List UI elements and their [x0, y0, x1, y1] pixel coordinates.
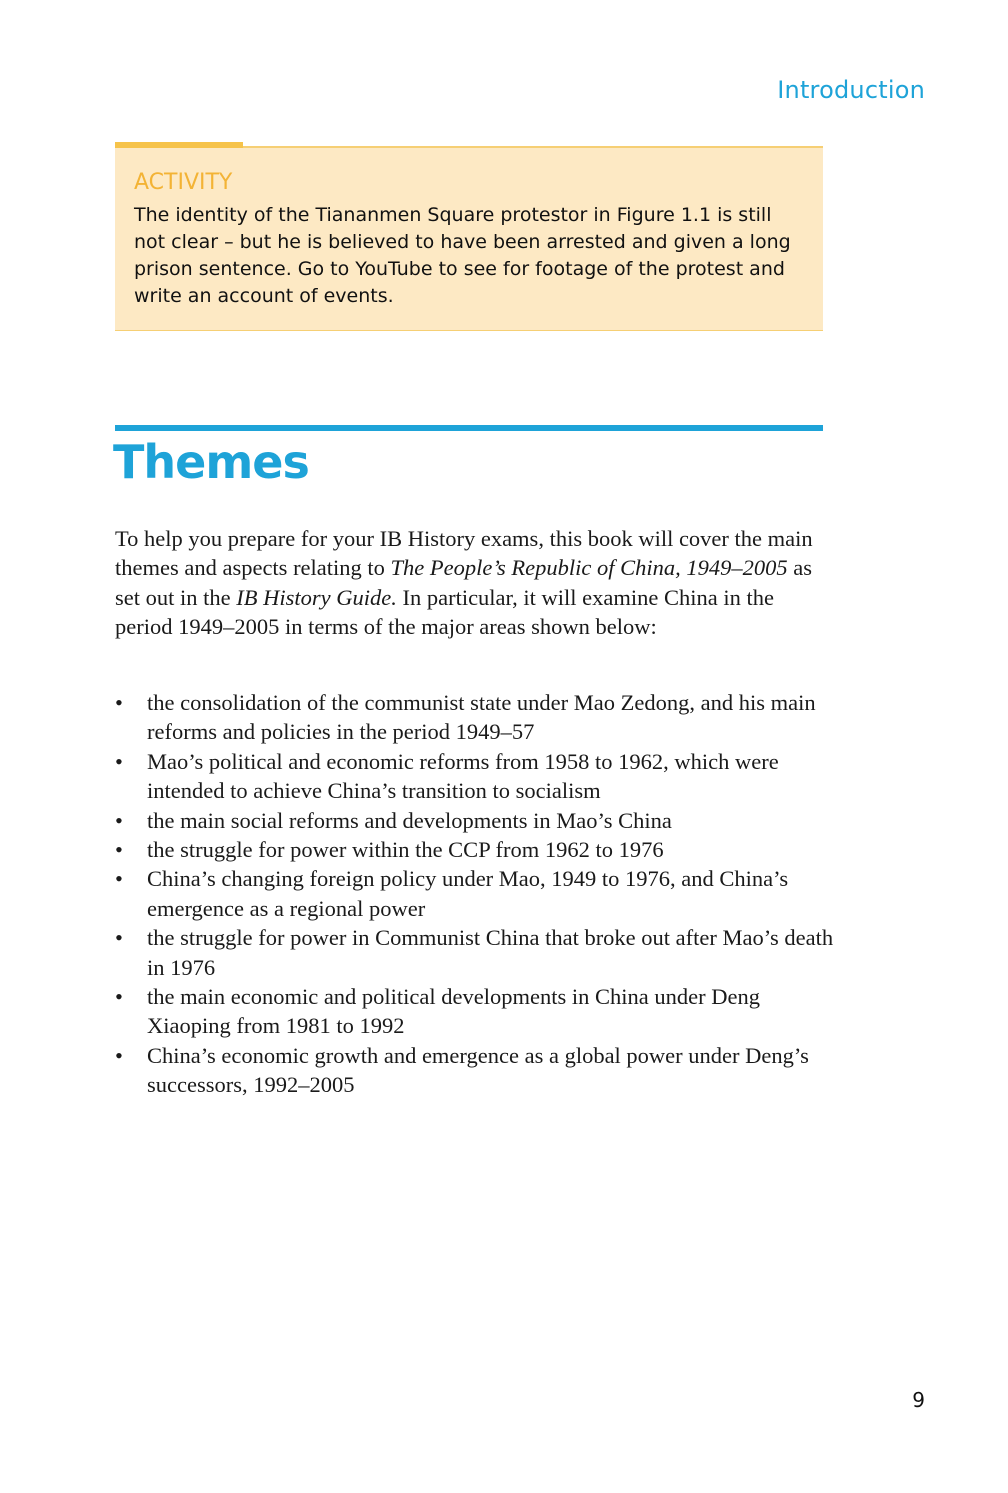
list-item-text: the consolidation of the communist state under Mao Zedong, and his main reforms and policies in the period 1949–57 — [147, 690, 816, 745]
activity-box — [115, 146, 823, 331]
section-title: Themes — [113, 435, 309, 489]
bullet: • — [115, 690, 123, 715]
intro-text-2: as set out in the — [115, 555, 812, 610]
bullet: • — [115, 984, 123, 1010]
list-item — [115, 747, 835, 806]
page-number: 9 — [912, 1388, 925, 1412]
list-item — [115, 1041, 835, 1100]
themes-list — [115, 688, 835, 1100]
bullet: • — [115, 866, 123, 892]
activity-heading: ACTIVITY — [134, 170, 233, 195]
running-head: Introduction — [777, 76, 925, 104]
intro-paragraph — [115, 524, 825, 642]
list-item — [115, 835, 835, 864]
list-item — [115, 688, 835, 747]
guide-title: IB History Guide. — [236, 584, 397, 610]
list-item-text: the main economic and political developments in China under Deng Xiaoping from 1981 to 1992 — [147, 984, 760, 1039]
list-item — [115, 864, 835, 923]
list-item-text: China’s changing foreign policy under Mao, 1949 to 1976, and China’s emergence as a regional power — [147, 866, 789, 921]
list-item-text: the struggle for power in Communist China that broke out after Mao’s death in 1976 — [147, 925, 834, 980]
list-item — [115, 806, 835, 835]
bullet: • — [115, 925, 123, 951]
list-item — [115, 923, 835, 982]
activity-text: The identity of the Tiananmen Square protestor in Figure 1.1 is still not clear – but he is believed to have been arrested and given a long prison sentence. Go to YouTube to see for footage of the protest and write an account of events. — [134, 204, 791, 307]
intro-text-3: In particular, it will examine China in the period 1949–2005 in terms of the major areas shown below: — [115, 584, 774, 640]
list-item — [115, 982, 835, 1041]
intro-text-1: To help you prepare for your IB History exams, this book will cover the main themes and aspects relating to — [115, 526, 813, 581]
list-item-text: China’s economic growth and emergence as a global power under Deng’s successors, 1992–2005 — [147, 1042, 809, 1098]
activity-tab-accent — [115, 142, 243, 148]
bullet: • — [115, 837, 123, 863]
list-item-text: the struggle for power within the CCP from 1962 to 1976 — [147, 837, 664, 863]
list-item-text: the main social reforms and developments in Mao’s China — [147, 807, 672, 833]
bullet: • — [115, 807, 123, 833]
bullet: • — [115, 748, 123, 774]
book-title: The People’s Republic of China, 1949–2005 — [390, 555, 788, 581]
themes-rule — [115, 425, 823, 431]
bullet: • — [115, 1042, 123, 1068]
list-item-text: Mao’s political and economic reforms from 1958 to 1962, which were intended to achieve China’s transition to socialism — [147, 748, 779, 804]
